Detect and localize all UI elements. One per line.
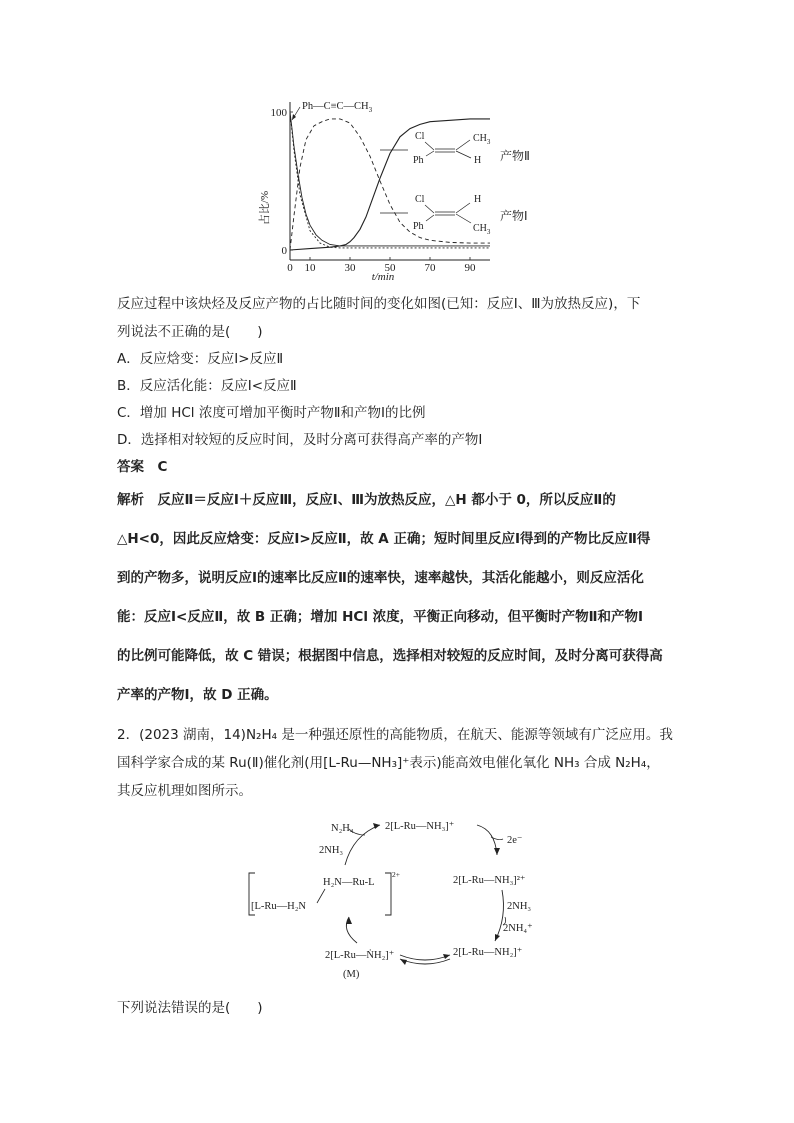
- q1-option-d: D．选择相对较短的反应时间，及时分离可获得高产率的产物Ⅰ: [117, 432, 483, 448]
- q2-stem-line2: 国科学家合成的某 Ru(Ⅱ)催化剂(用[L-Ru—NH₃]⁺表示)能高效电催化氧化 NH₃ 合成 N₂H₄，: [117, 755, 660, 771]
- q1-analysis-line6: 产率的产物Ⅰ，故 D 正确。: [117, 687, 278, 703]
- dimer-bond: [317, 889, 325, 903]
- ratio-time-chart: [250, 90, 550, 285]
- y-axis-label: 占比/%: [259, 190, 271, 226]
- hcl-curve: [290, 112, 490, 248]
- q2-stem-line1: 2．(2023 湖南，14)N₂H₄ 是一种强还原性的高能物质，在航天、能源等领域有广泛应用。我: [117, 727, 673, 743]
- x-tick-label: 50: [384, 262, 396, 274]
- equilibrium-arrow-forward: [400, 955, 450, 960]
- q1-option-a: A．反应焓变：反应Ⅰ>反应Ⅱ: [117, 351, 284, 367]
- q1-option-b: B．反应活化能：反应Ⅰ<反应Ⅱ: [117, 378, 297, 394]
- arrowhead-icon: [495, 934, 500, 941]
- q1-analysis-line1: 解析 反应Ⅱ＝反应Ⅰ＋反应Ⅲ，反应Ⅰ、Ⅲ为放热反应，△H 都小于 0，所以反应Ⅱ的: [117, 492, 616, 508]
- mech-top-species: 2[L-Ru—NH₃]⁺: [385, 821, 455, 832]
- q2-stem-line3: 其反应机理如图所示。: [117, 783, 252, 799]
- x-tick-label: 70: [424, 262, 436, 274]
- x-tick-label: 30: [344, 262, 356, 274]
- svg-text:H: H: [474, 155, 482, 166]
- x-tick-label: 0: [287, 262, 293, 274]
- y-tick-label: 0: [281, 245, 287, 257]
- svg-text:Cl: Cl: [415, 131, 425, 142]
- svg-text:H: H: [474, 194, 482, 205]
- q1-analysis-line5: 的比例可能降低，故 C 错误；根据图中信息，选择相对较短的反应时间，及时分离可获得高: [117, 648, 663, 664]
- mech-2nh3-in: 2NH₃: [319, 845, 344, 856]
- svg-text:Ph: Ph: [413, 221, 424, 232]
- q1-answer: 答案 C: [117, 459, 168, 475]
- product2-label: 产物Ⅱ: [500, 149, 530, 163]
- product1-curve: [290, 119, 490, 250]
- mech-bottom-left: 2[L-Ru—ṄH₂]⁺: [325, 950, 395, 961]
- cycle-arrow-top-right: [477, 825, 497, 855]
- svg-text:Cl: Cl: [415, 194, 425, 205]
- q1-stem-line2: 列说法不正确的是( ): [117, 324, 263, 340]
- arrowhead-icon: [443, 954, 450, 959]
- reaction-mechanism-diagram: [245, 805, 565, 985]
- x-tick-label: 90: [464, 262, 476, 274]
- mech-2nh3-right: 2NH₃: [507, 901, 532, 912]
- reactant-label: $Ph—C\equiv C—CH_3$: [302, 101, 373, 114]
- mech-m-label: (M): [343, 969, 360, 980]
- reactant-curve: [290, 112, 490, 246]
- q1-analysis-line4: 能：反应Ⅰ<反应Ⅱ，故 B 正确；增加 HCl 浓度，平衡正向移动，但平衡时产物Ⅱ和产物Ⅰ: [117, 609, 644, 625]
- arrowhead-icon: [373, 823, 380, 829]
- arrowhead-icon: [494, 848, 500, 855]
- mech-right-species: 2[L-Ru—NH₃]²⁺: [453, 875, 526, 886]
- svg-text:CH3: $CH_3$: [473, 223, 491, 236]
- q2-prompt: 下列说法错误的是( ): [117, 1000, 263, 1016]
- product1-label: 产物Ⅰ: [500, 209, 528, 223]
- q1-stem-line1: 反应过程中该炔烃及反应产物的占比随时间的变化如图(已知：反应Ⅰ、Ⅲ为放热反应)，下: [117, 296, 641, 312]
- mech-electron: 2e⁻: [507, 835, 523, 846]
- chart-axes: [290, 102, 490, 260]
- q1-analysis-line2: △H<0，因此反应焓变：反应Ⅰ>反应Ⅱ，故 A 正确；短时间里反应Ⅰ得到的产物比反应Ⅱ得: [117, 531, 651, 547]
- mech-bottom-right: 2[L-Ru—NH₂]⁺: [453, 947, 523, 958]
- arrowhead-icon: [400, 959, 407, 965]
- y-tick-label: 100: [270, 107, 287, 119]
- mech-dimer-upper: H₂N—Ru-L: [323, 877, 375, 888]
- mech-n2h4: N₂H₄: [331, 823, 354, 834]
- q1-option-c: C．增加 HCl 浓度可增加平衡时产物Ⅱ和产物Ⅰ的比例: [117, 405, 426, 421]
- product1-structure: [380, 194, 491, 236]
- x-axis-label: t/min: [371, 271, 395, 283]
- mech-2nh4-out: 2NH₄⁺: [503, 923, 533, 934]
- x-tick-label: 10: [304, 262, 316, 274]
- dimer-bracket-right: [385, 873, 391, 915]
- q1-analysis-line3: 到的产物多，说明反应Ⅰ的速率比反应Ⅱ的速率快，速率越快，其活化能越小，则反应活化: [117, 570, 644, 586]
- product2-structure: [380, 131, 491, 166]
- product2-curve: [290, 119, 490, 250]
- mech-dimer-lower: [L-Ru—H₂N: [251, 901, 306, 912]
- svg-text:CH3: $CH_3$: [473, 133, 491, 146]
- mech-dimer-charge: 2+: [392, 870, 400, 879]
- svg-text:Ph: Ph: [413, 155, 424, 166]
